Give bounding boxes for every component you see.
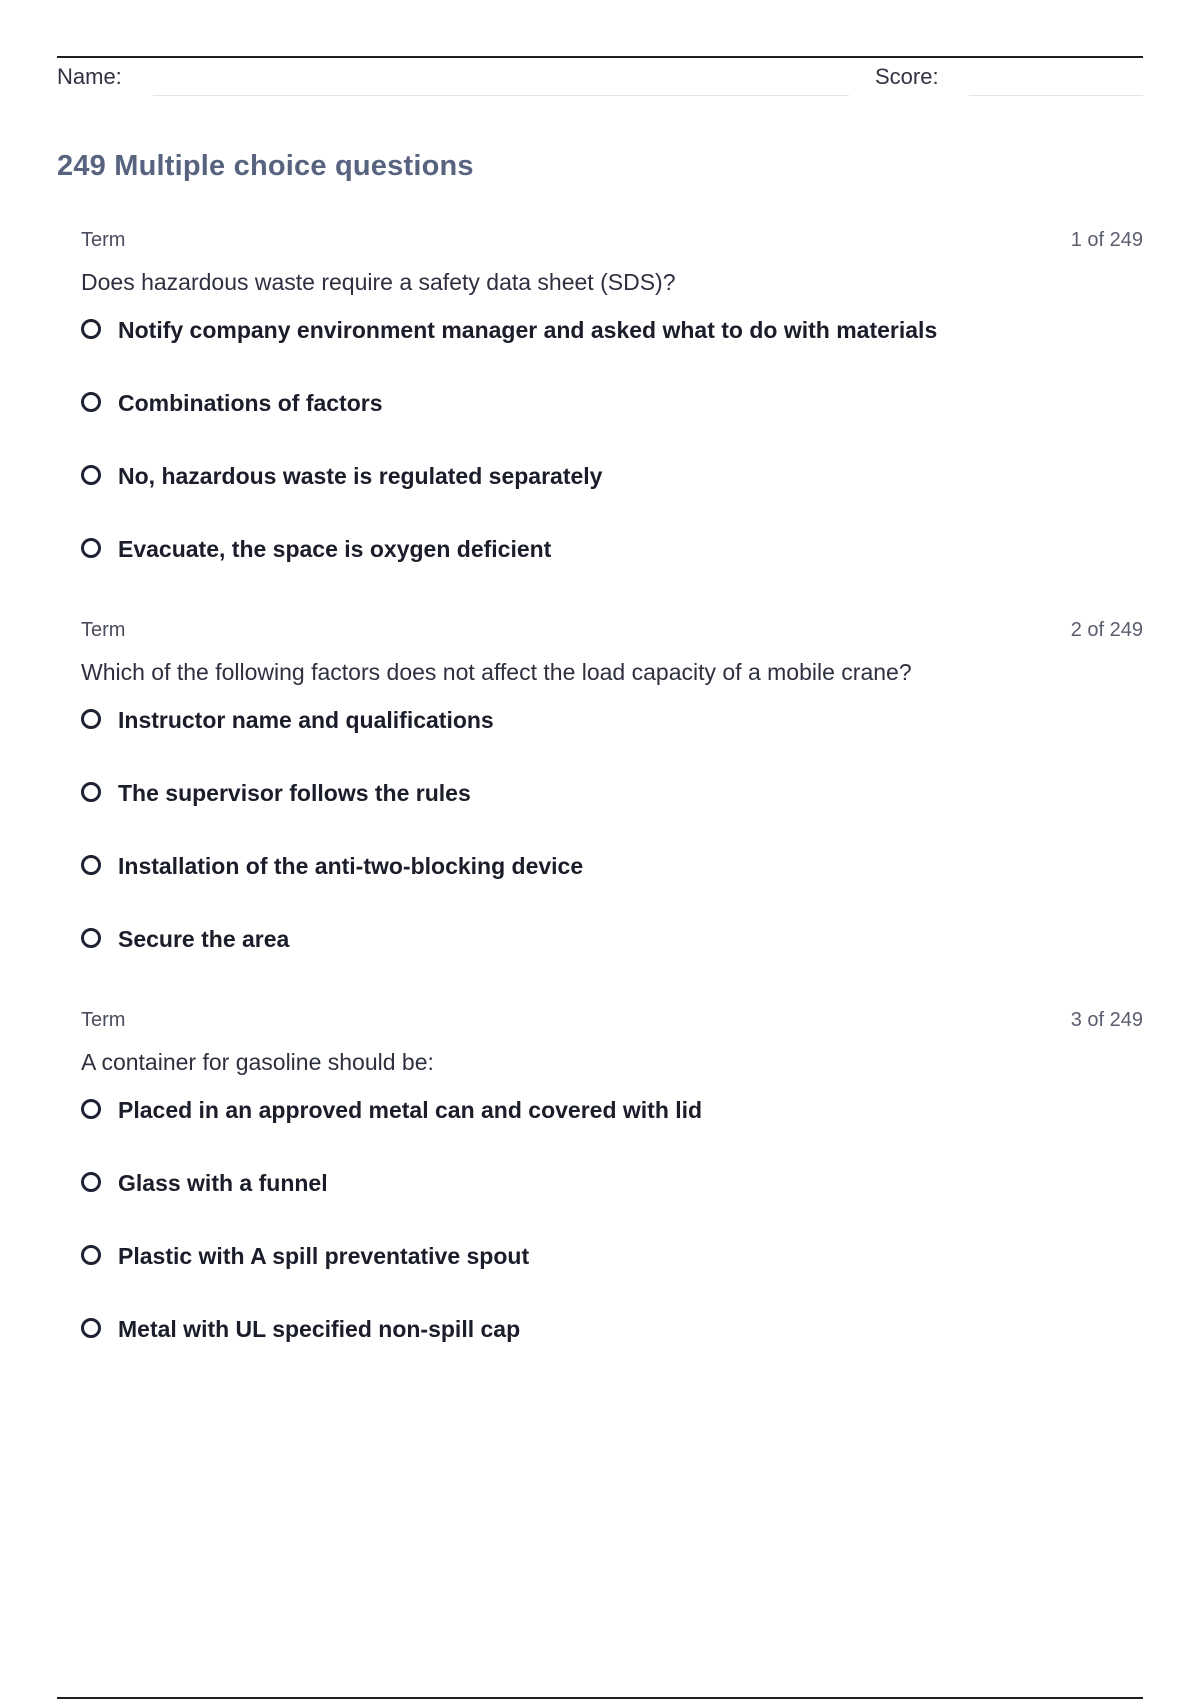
score-field[interactable] (969, 95, 1143, 96)
option-label: Placed in an approved metal can and covered with lid (118, 1097, 703, 1123)
answer-option[interactable] (81, 1170, 1143, 1243)
radio-icon[interactable] (81, 855, 101, 875)
section-title: 249 Multiple choice questions (57, 150, 474, 182)
question-counter: 3 of 249 (1070, 1009, 1143, 1031)
radio-icon[interactable] (81, 1172, 101, 1192)
radio-icon[interactable] (81, 1318, 101, 1338)
radio-icon[interactable] (81, 538, 101, 558)
answer-option[interactable] (81, 317, 1143, 390)
question-card (81, 619, 1143, 999)
option-list (81, 707, 1143, 999)
answer-option[interactable] (81, 926, 1143, 999)
radio-icon[interactable] (81, 782, 101, 802)
option-label: Instructor name and qualifications (118, 707, 494, 733)
option-label: No, hazardous waste is regulated separately (118, 463, 603, 489)
radio-icon[interactable] (81, 1099, 101, 1119)
term-label: Term (81, 619, 126, 641)
header-row (57, 62, 1143, 98)
option-list (81, 1097, 1143, 1389)
option-list (81, 317, 1143, 609)
question-card (81, 1009, 1143, 1389)
bottom-divider (57, 1697, 1143, 1699)
answer-option[interactable] (81, 463, 1143, 536)
radio-icon[interactable] (81, 392, 101, 412)
answer-option[interactable] (81, 536, 1143, 609)
option-label: Secure the area (118, 926, 290, 952)
question-card (81, 229, 1143, 609)
option-label: Glass with a funnel (118, 1170, 328, 1196)
radio-icon[interactable] (81, 709, 101, 729)
question-text: Does hazardous waste require a safety data sheet (SDS)? (81, 269, 676, 295)
top-divider (57, 56, 1143, 58)
answer-option[interactable] (81, 780, 1143, 853)
question-text: Which of the following factors does not affect the load capacity of a mobile crane? (81, 659, 912, 685)
radio-icon[interactable] (81, 928, 101, 948)
answer-option[interactable] (81, 1097, 1143, 1170)
option-label: Plastic with A spill preventative spout (118, 1243, 530, 1269)
option-label: Evacuate, the space is oxygen deficient (118, 536, 552, 562)
name-field[interactable] (153, 95, 849, 96)
question-text: A container for gasoline should be: (81, 1049, 434, 1075)
option-label: Metal with UL specified non-spill cap (118, 1316, 521, 1342)
name-label: Name: (57, 64, 122, 89)
option-label: Installation of the anti-two-blocking device (118, 853, 584, 879)
radio-icon[interactable] (81, 319, 101, 339)
answer-option[interactable] (81, 853, 1143, 926)
question-counter: 1 of 249 (1070, 229, 1143, 251)
question-counter: 2 of 249 (1070, 619, 1143, 641)
option-label: Notify company environment manager and asked what to do with materials (118, 317, 938, 343)
answer-option[interactable] (81, 1243, 1143, 1316)
option-label: Combinations of factors (118, 390, 383, 416)
option-label: The supervisor follows the rules (118, 780, 471, 806)
term-label: Term (81, 1009, 126, 1031)
radio-icon[interactable] (81, 465, 101, 485)
score-label: Score: (875, 64, 939, 89)
answer-option[interactable] (81, 707, 1143, 780)
term-label: Term (81, 229, 126, 251)
answer-option[interactable] (81, 390, 1143, 463)
radio-icon[interactable] (81, 1245, 101, 1265)
answer-option[interactable] (81, 1316, 1143, 1389)
